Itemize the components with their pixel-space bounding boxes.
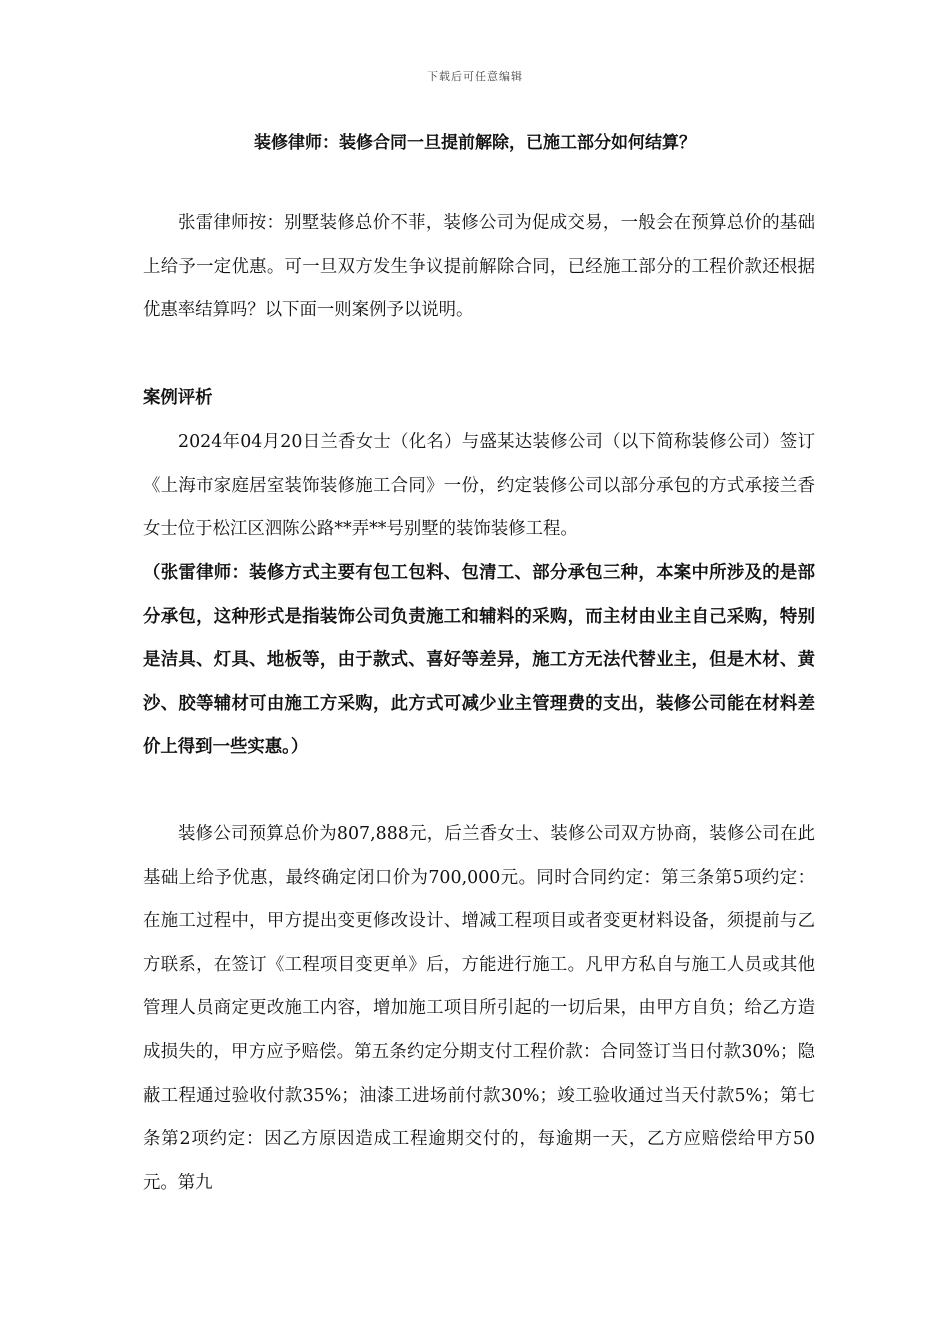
- intro-paragraph: 张雷律师按：别墅装修总价不菲，装修公司为促成交易，一般会在预算总价的基础上给予一定优惠。可一旦双方发生争议提前解除合同，已经施工部分的工程价款还根据优惠率结算吗？以下面一则案例予以说明。: [143, 213, 815, 321]
- lawyer-note-paragraph: （张雷律师：装修方式主要有包工包料、包清工、部分承包三种，本案中所涉及的是部分承包，这种形式是指装饰公司负责施工和辅料的采购，而主材由业主自己采购，特别是洁具、灯具、地板等，由于款式、喜好等差异，施工方无法代替业主，但是木材、黄沙、胶等辅材可由施工方采购，此方式可减少业主管理费的支出，装修公司能在材料差价上得到一些实惠。）: [143, 563, 815, 758]
- case-paragraph: 2024年04月20日兰香女士（化名）与盛某达装修公司（以下简称装修公司）签订《上海市家庭居室装饰装修施工合同》一份，约定装修公司以部分承包的方式承接兰香女士位于松江区泗陈公路**弄**号别墅的装饰装修工程。: [143, 432, 815, 540]
- section-heading: 案例评析: [143, 388, 213, 408]
- header-note: 下载后可任意编辑: [427, 70, 523, 83]
- document-title: 装修律师：装修合同一旦提前解除，已施工部分如何结算？: [254, 133, 696, 153]
- budget-paragraph: 装修公司预算总价为807,888元，后兰香女士、装修公司双方协商，装修公司在此基础上给予优惠，最终确定闭口价为700,000元。同时合同约定：第三条第5项约定：在施工过程中，甲方提出变更修改设计、增减工程项目或者变更材料设备，须提前与乙方联系，在签订《工程项目变更单》后，方能进行施工。凡甲方私自与施工人员或其他管理人员商定更改施工内容，增加施工项目所引起的一切后果，由甲方自负；给乙方造成损失的，甲方应予赔偿。第五条约定分期支付工程价款：合同签订当日付款30%；隐蔽工程通过验收付款35%；油漆工进场前付款30%；竣工验收通过当天付款5%；第七条第2项约定：因乙方原因造成工程逾期交付的，每逾期一天，乙方应赔偿给甲方50元。第九: [143, 824, 815, 1193]
